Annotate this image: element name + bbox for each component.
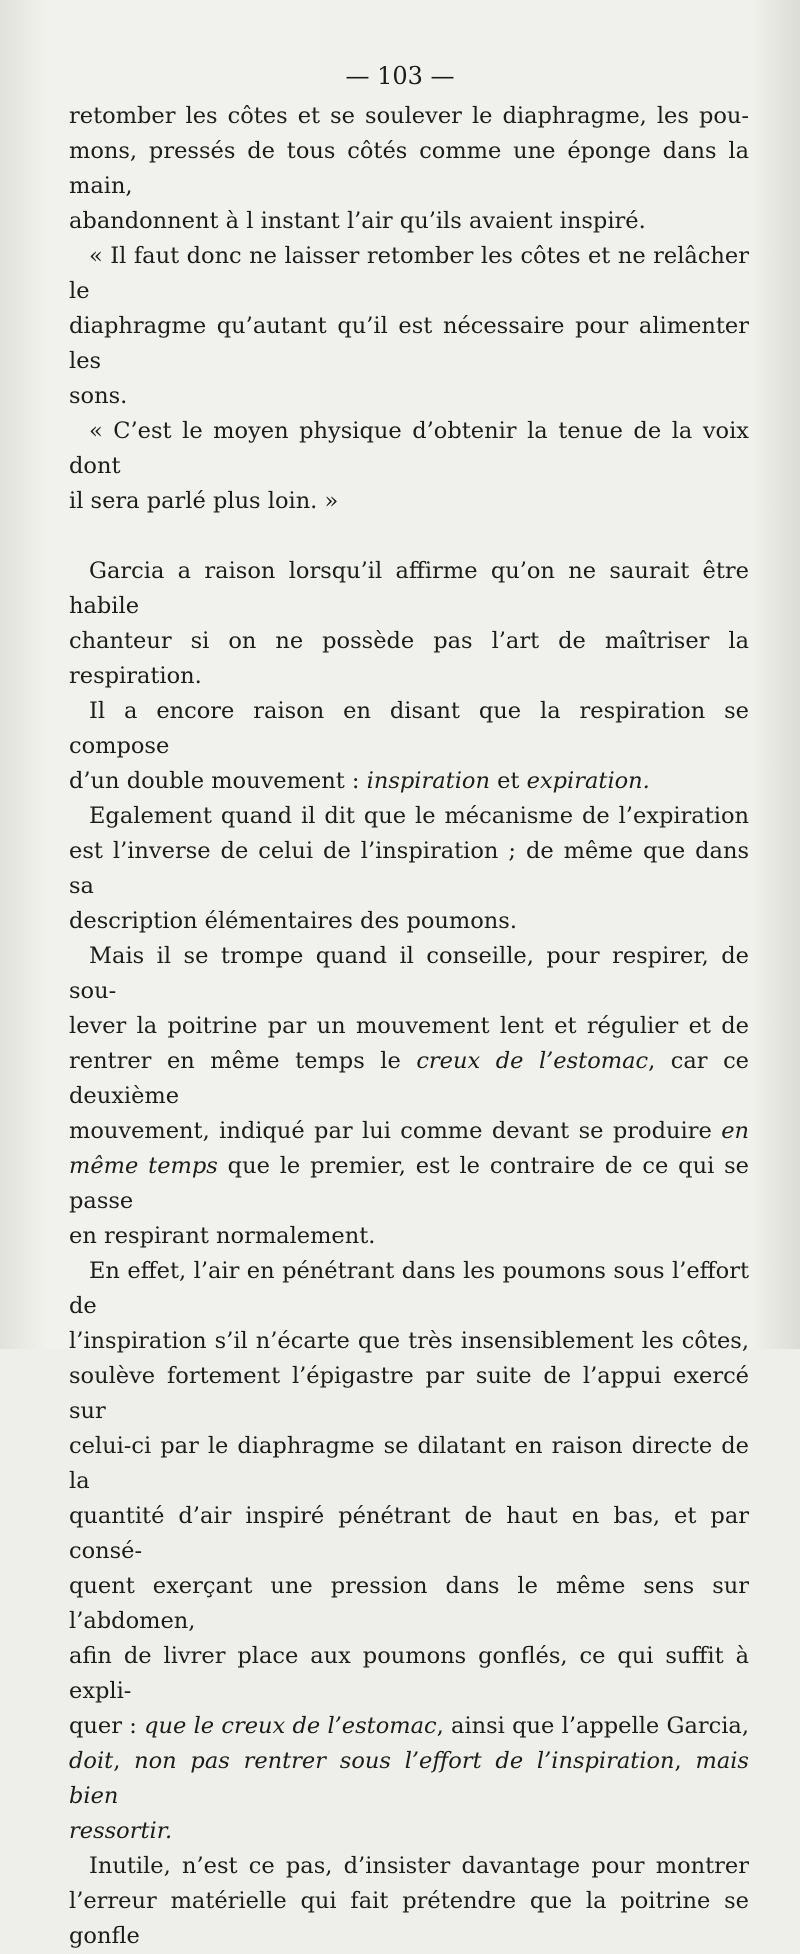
- text-run: d’un double mouvement :: [69, 768, 367, 794]
- text-line: Il a encore raison en disant que la respiration se compose: [69, 698, 749, 759]
- text-run: ,: [674, 1748, 696, 1774]
- text-run: ,: [113, 1748, 135, 1774]
- text-line: Garcia a raison lorsqu’il affirme qu’on ne saurait être habile: [69, 558, 749, 619]
- text-line: Egalement quand il dit que le mécanisme de l’expiration: [89, 803, 749, 829]
- text-line: ressortir.: [69, 1818, 173, 1844]
- text-line: [69, 1744, 749, 1814]
- italic-run: même temps: [69, 1153, 218, 1179]
- text-line: « Il faut donc ne laisser retomber les côtes et ne relâcher le: [69, 243, 749, 304]
- text-line: mons, pressés de tous côtés comme une éponge dans la main,: [69, 138, 749, 199]
- italic-run: creux de l’estomac: [416, 1048, 649, 1074]
- page-body-text: [69, 99, 749, 1954]
- text-line: quantité d’air inspiré pénétrant de haut en bas, et par consé-: [69, 1503, 749, 1564]
- text-line: abandonnent à l instant l’air qu’ils avaient inspiré.: [69, 208, 646, 234]
- text-line: [69, 764, 749, 799]
- text-line: diaphragme qu’autant qu’il est nécessaire pour alimenter les: [69, 313, 749, 374]
- text-line: « C’est le moyen physique d’obtenir la tenue de la voix dont: [69, 418, 749, 479]
- text-line: retomber les côtes et se soulever le diaphragme, les pou-: [69, 103, 749, 129]
- text-line: [69, 1114, 749, 1149]
- text-line: En effet, l’air en pénétrant dans les poumons sous l’effort de: [69, 1258, 749, 1319]
- text-line: est l’inverse de celui de l’inspiration ; de même que dans sa: [69, 838, 749, 899]
- italic-run: mais bien: [69, 1748, 749, 1809]
- italic-run: inspiration: [366, 768, 490, 794]
- text-line: celui-ci par le diaphragme se dilatant en raison directe de la: [69, 1433, 749, 1494]
- text-line: soulève fortement l’épigastre par suite de l’appui exercé sur: [69, 1363, 749, 1424]
- text-line: description élémentaires des poumons.: [69, 908, 517, 934]
- italic-run: en: [721, 1118, 749, 1144]
- text-line: afin de livrer place aux poumons gonflés, ce qui suffit à expli-: [69, 1643, 749, 1704]
- text-run: mouvement, indiqué par lui comme devant se produire: [69, 1118, 722, 1144]
- text-run: que le premier, est le contraire de ce qui se passe: [69, 1153, 749, 1214]
- text-line: chanteur si on ne possède pas l’art de maîtriser la respiration.: [69, 628, 749, 689]
- text-line: l’inspiration s’il n’écarte que très insensiblement les côtes,: [69, 1328, 749, 1354]
- text-line: sons.: [69, 383, 128, 409]
- text-run: et: [489, 768, 527, 794]
- italic-run: expiration.: [526, 768, 650, 794]
- text-line: [69, 1044, 749, 1114]
- text-line: Inutile, n’est ce pas, d’insister davantage pour montrer: [89, 1853, 749, 1879]
- text-line: l’erreur matérielle qui fait prétendre que la poitrine se gonfle: [69, 1888, 749, 1949]
- text-line: Mais il se trompe quand il conseille, pour respirer, de sou-: [69, 943, 749, 1004]
- italic-run: non pas rentrer sous l’effort de l’inspiration: [134, 1748, 675, 1774]
- text-line: quent exerçant une pression dans le même sens sur l’abdomen,: [69, 1573, 749, 1634]
- text-line: il sera parlé plus loin. »: [69, 488, 339, 514]
- text-run: , ainsi que l’appelle Garcia,: [436, 1713, 749, 1739]
- italic-run: que le creux de l’estomac: [144, 1713, 437, 1739]
- italic-run: doit: [69, 1748, 114, 1774]
- page-number: — 103 —: [345, 62, 455, 90]
- text-run: quer :: [69, 1713, 145, 1739]
- text-line: en respirant normalement.: [69, 1223, 376, 1249]
- text-run: , car ce deuxième: [69, 1048, 750, 1109]
- text-line: lever la poitrine par un mouvement lent et régulier et de: [69, 1013, 749, 1039]
- text-line: [69, 1149, 749, 1219]
- text-run: rentrer en même temps le: [69, 1048, 417, 1074]
- text-line: [69, 1709, 749, 1744]
